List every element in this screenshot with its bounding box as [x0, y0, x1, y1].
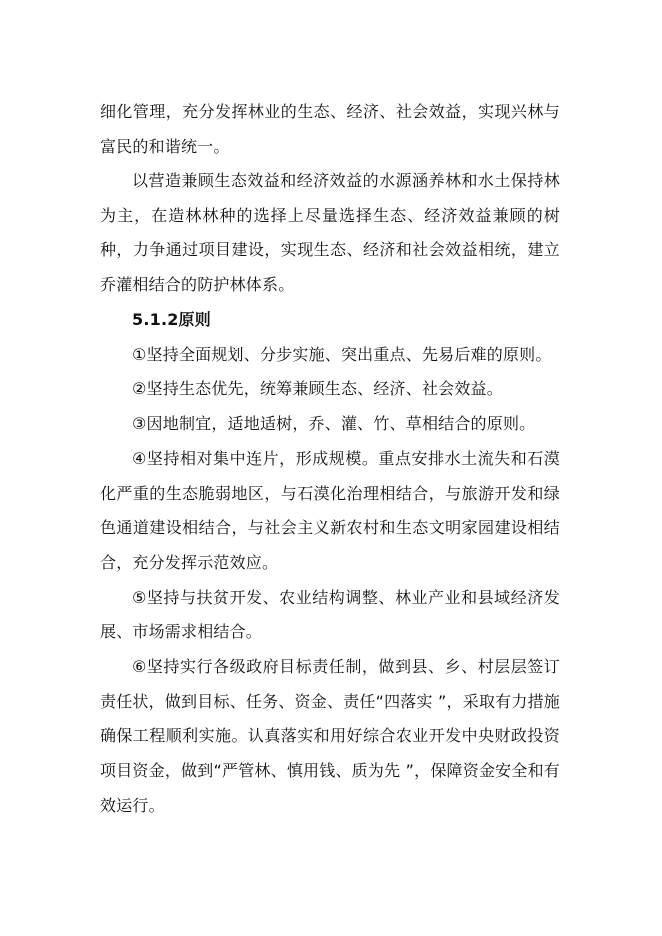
section-heading: 5.1.2原则 — [132, 310, 211, 329]
principle-item-4: ④坚持相对集中连片，形成规模。重点安排水土流失和石漠化严重的生态脆弱地区，与石漠化治理相结合，与旅游开发和绿色通道建设相结合，与社会主义新农村和生态文明家园建设相结合，充分发挥示范效应。 — [100, 448, 560, 572]
principle-item-1: ①坚持全面规划、分步实施、突出重点、先易后难的原则。 — [132, 344, 552, 364]
principle-item-6: ⑥坚持实行各级政府目标责任制，做到县、乡、村层层签订责任状，做到目标、任务、资金、责任“四落实 ”，采取有力措施确保工程顺利实施。认真落实和用好综合农业开发中央财政投资项目资金，做到“严管林、慎用钱、质为先 ”，保障资金安全和有效运行。 — [100, 657, 560, 815]
principle-item-5: ⑤坚持与扶贫开发、农业结构调整、林业产业和县域经济发展、市场需求相结合。 — [100, 587, 560, 642]
paragraph-2: 以营造兼顾生态效益和经济效益的水源涵养林和水土保持林为主，在造林林种的选择上尽量选择生态、经济效益兼顾的树种，力争通过项目建设，实现生态、经济和社会效益相统，建立乔灌相结合的防护林体系。 — [100, 171, 560, 295]
principle-item-3: ③因地制宜，适地适树，乔、灌、竹、草相结合的原则。 — [132, 414, 536, 434]
principles-section — [100, 303, 560, 824]
paragraph-1-continuation: 细化管理，充分发挥林业的生态、经济、社会效益，实现兴林与富民的和谐统一。 — [100, 102, 560, 156]
principle-item-2: ②坚持生态优先，统筹兼顾生态、经济、社会效益。 — [132, 379, 503, 399]
paragraph-continuation-block — [100, 95, 560, 164]
paragraph-2-block — [100, 164, 560, 303]
